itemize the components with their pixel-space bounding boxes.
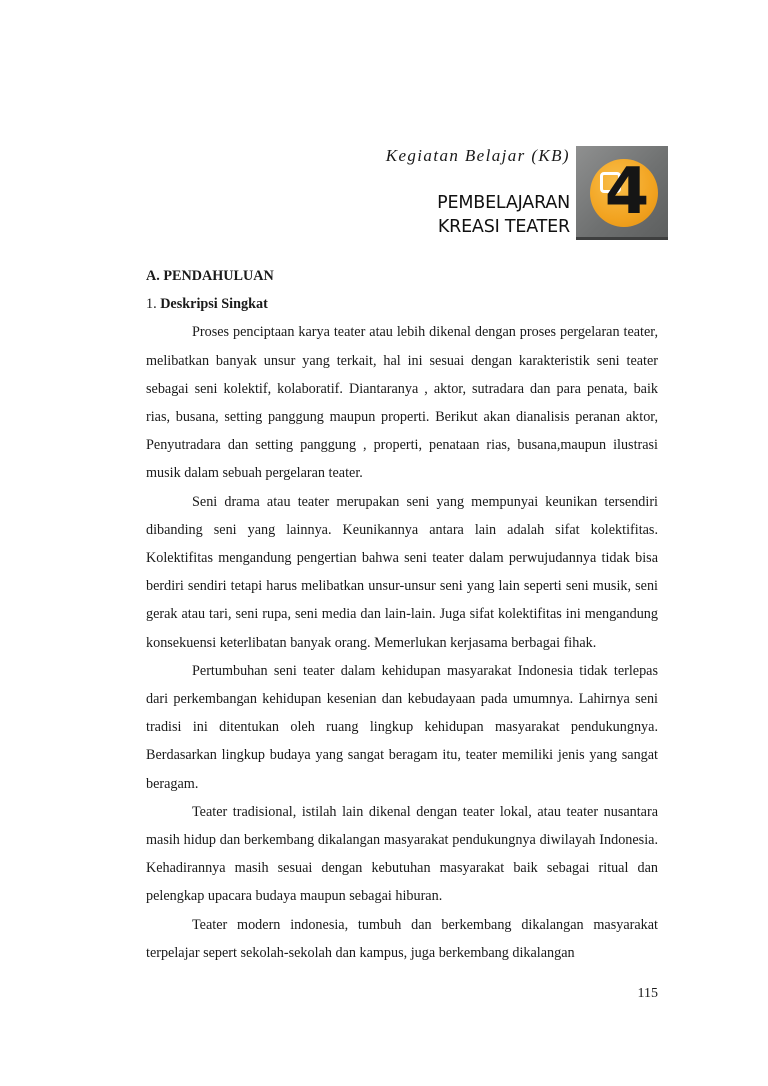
page-body: [146, 262, 658, 967]
subsection-number: 1.: [146, 296, 157, 313]
paragraph: Teater modern indonesia, tumbuh dan berkembang dikalangan masyarakat terpelajar sepert sekolah-sekolah dan kampus, juga berkembang dikalangan: [146, 916, 658, 961]
paragraph: Pertumbuhan seni teater dalam kehidupan masyarakat Indonesia tidak terlepas dari perkembangan kehidupan kesenian dan kebudayaan pada umumnya. Lahirnya seni tradisi ini ditentukan oleh ruang lingkup kehidupan masyarakat pendukungnya. Berdasarkan lingkup budaya yang sangat beragam itu, teater memiliki jenis yang sangat beragam.: [146, 662, 658, 792]
chapter-number: 4: [604, 155, 650, 229]
paragraph: Seni drama atau teater merupakan seni yang mempunyai keunikan tersendiri dibanding seni yang lainnya. Keunikannya antara lain adalah sifat kolektifitas. Kolektifitas mengandung pengertian bahwa seni teater dalam perwujudannya tidak bisa berdiri sendiri tetapi harus melibatkan unsur-unsur seni yang lain seperti seni musik, seni gerak atau tari, seni rupa, seni media dan lain-lain. Juga sifat kolektifitas ini mengandung konsekuensi keterlibatan banyak orang. Memerlukan kerjasama berbagai fihak.: [146, 493, 658, 651]
chapter-title-line-1: PEMBELAJARAN: [437, 193, 570, 213]
kegiatan-belajar-title: Kegiatan Belajar (KB): [385, 146, 570, 165]
chapter-title-line-2: KREASI TEATER: [437, 217, 570, 237]
chapter-number-badge: [576, 146, 668, 240]
section-heading: A. PENDAHULUAN: [146, 268, 274, 284]
subsection-heading: [146, 290, 658, 318]
subsection-title: Deskripsi Singkat: [160, 296, 268, 313]
paragraph: Proses penciptaan karya teater atau lebih dikenal dengan proses pergelaran teater, melibatkan banyak unsur yang terkait, hal ini sesuai dengan karakteristik seni teater sebagai seni kolektif, kolaboratif. Diantaranya , aktor, sutradara dan para penata, baik rias, busana, setting panggung maupun properti. Berikut akan dianalisis peranan aktor, Penyutradara dan setting panggung , properti, penataan rias, busana,maupun ilustrasi musik dalam sebuah pergelaran teater.: [146, 324, 658, 482]
paragraph: Teater tradisional, istilah lain dikenal dengan teater lokal, atau teater nusantara masih hidup dan berkembang dikalangan masyarakat pendukungnya diwilayah Indonesia. Kehadirannya masih sesuai dengan kebutuhan masyarakat baik sebagai ritual dan pelengkap upacara budaya maupun sebagai hiburan.: [146, 803, 658, 905]
page-number: 115: [637, 986, 658, 1001]
chapter-title: [360, 191, 570, 239]
